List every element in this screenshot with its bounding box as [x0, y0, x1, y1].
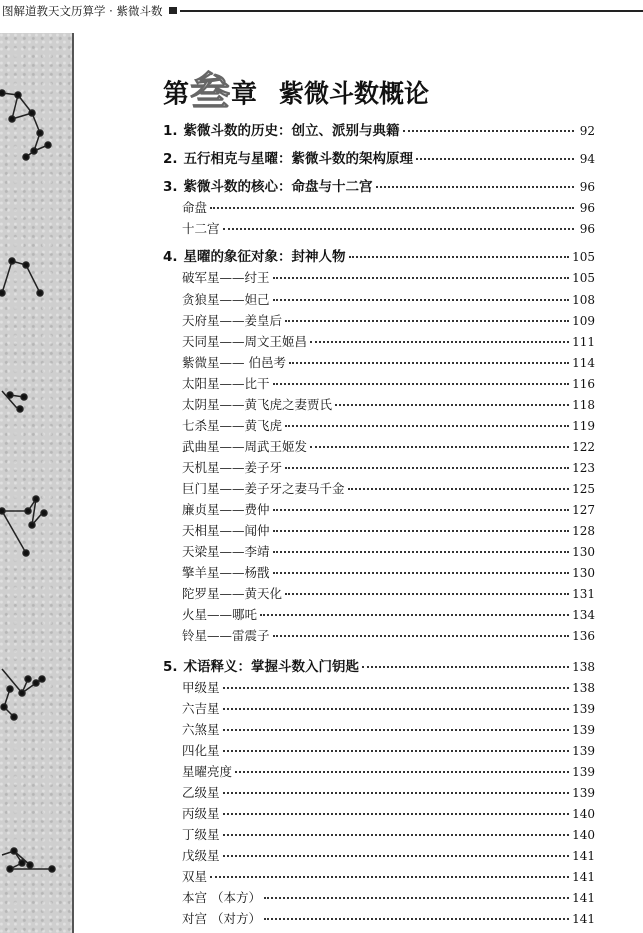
toc-entry-title: 星曜亮度 — [182, 764, 233, 779]
toc-entry-title: 七杀星——黄飞虎 — [182, 418, 283, 433]
leader-dots — [264, 897, 569, 899]
toc-section[interactable] — [163, 119, 595, 139]
toc-page-number: 127 — [572, 503, 595, 517]
toc-entry[interactable] — [182, 584, 595, 602]
leader-dots — [273, 383, 570, 385]
toc-page-number: 139 — [572, 765, 595, 779]
toc-section[interactable] — [163, 147, 595, 167]
toc-entry[interactable] — [182, 290, 595, 308]
toc-entry-title: 甲级星 — [182, 680, 220, 695]
toc-page-number: 119 — [572, 419, 595, 433]
toc-page-number: 105 — [572, 250, 595, 264]
toc-page-number: 141 — [572, 912, 595, 926]
toc-entry-title: 戊级星 — [182, 848, 220, 863]
toc-entry[interactable] — [182, 542, 595, 560]
leader-dots — [223, 750, 570, 752]
toc-page-number: 96 — [579, 222, 595, 236]
toc-page-number: 136 — [572, 629, 595, 643]
leader-dots — [349, 256, 570, 258]
leader-dots — [235, 771, 569, 773]
toc-entry[interactable] — [182, 783, 595, 801]
leader-dots — [210, 207, 574, 209]
toc-page-number: 94 — [579, 152, 595, 166]
toc-entry-title: 擎羊星——杨戬 — [182, 565, 270, 580]
toc-page-number: 138 — [572, 681, 595, 695]
leader-dots — [289, 362, 569, 364]
toc-page-number: 141 — [572, 849, 595, 863]
toc-entry-title: 命盘 — [182, 200, 208, 215]
toc-page-number: 96 — [579, 180, 595, 194]
toc-entry-title: 天机星——姜子牙 — [182, 460, 283, 475]
toc-entry-title: 巨门星——姜子牙之妻马千金 — [182, 481, 345, 496]
leader-dots — [223, 792, 570, 794]
toc-entry-title: 四化星 — [182, 743, 220, 758]
chapter-title: 紫微斗数概论 — [279, 79, 430, 108]
toc-page-number: 109 — [572, 314, 595, 328]
leader-dots — [273, 299, 570, 301]
toc-page-number: 123 — [572, 461, 595, 475]
toc-section-number: 1. — [163, 123, 178, 139]
leader-dots — [223, 855, 570, 857]
toc-section-number: 4. — [163, 249, 178, 265]
toc-section-title: 紫微斗数的核心：命盘与十二宫 — [183, 179, 373, 195]
toc-entry-title: 对宫 （对方） — [182, 911, 261, 926]
toc-entry[interactable] — [182, 605, 595, 623]
toc-entry-title: 天府星——姜皇后 — [182, 313, 283, 328]
toc-entry[interactable] — [182, 741, 595, 759]
toc-page-number: 114 — [572, 356, 595, 370]
leader-dots — [285, 320, 569, 322]
toc-page-number: 131 — [572, 587, 595, 601]
leader-dots — [348, 488, 570, 490]
toc-entry[interactable] — [182, 626, 595, 644]
toc-entry[interactable] — [182, 888, 595, 906]
toc-page-number: 122 — [572, 440, 595, 454]
toc-entry[interactable] — [182, 678, 595, 696]
toc-page-number: 92 — [579, 124, 595, 138]
toc-section-number: 5. — [163, 659, 178, 675]
toc-page-number: 141 — [572, 870, 595, 884]
toc-entry[interactable] — [182, 395, 595, 413]
toc-entry-title: 铃星——雷震子 — [182, 628, 270, 643]
toc-section[interactable] — [163, 245, 595, 265]
toc-section-number: 3. — [163, 179, 178, 195]
toc-page-number: 138 — [572, 660, 595, 674]
toc-section-title: 五行相克与星曜：紫微斗数的架构原理 — [183, 151, 414, 167]
toc-entry[interactable] — [182, 804, 595, 822]
toc-entry[interactable] — [182, 353, 595, 371]
toc-entry[interactable] — [182, 846, 595, 864]
toc-section-number: 2. — [163, 151, 178, 167]
toc-page-number: 130 — [572, 566, 595, 580]
toc-section-title: 术语释义：掌握斗数入门钥匙 — [183, 659, 360, 675]
toc-entry-title: 六吉星 — [182, 701, 220, 716]
toc-entry-title: 十二宫 — [182, 221, 220, 236]
toc-page-number: 140 — [572, 807, 595, 821]
toc-page-number: 128 — [572, 524, 595, 538]
leader-dots — [223, 729, 570, 731]
leader-dots — [273, 635, 570, 637]
toc-entry-title: 丙级星 — [182, 806, 220, 821]
toc-entry-title: 丁级星 — [182, 827, 220, 842]
chapter-prefix: 第 — [163, 79, 190, 110]
toc-entry[interactable] — [182, 699, 595, 717]
leader-dots — [264, 918, 569, 920]
toc-page-number: 140 — [572, 828, 595, 842]
leader-dots — [260, 614, 569, 616]
toc-entry[interactable] — [182, 374, 595, 392]
toc-entry-title: 六煞星 — [182, 722, 220, 737]
leader-dots — [223, 813, 570, 815]
toc-page-number: 96 — [579, 201, 595, 215]
leader-dots — [223, 708, 570, 710]
toc-page-number: 108 — [572, 293, 595, 307]
leader-dots — [273, 572, 570, 574]
toc-entry[interactable] — [182, 762, 595, 780]
toc-section-title: 星曜的象征对象：封神人物 — [183, 249, 346, 265]
toc-entry[interactable] — [182, 219, 595, 237]
chapter-number: 叁 — [190, 68, 231, 115]
leader-dots — [223, 834, 570, 836]
header-title: 图解道教天文历算学 · 紫微斗数 — [2, 4, 163, 18]
toc-page-number: 139 — [572, 744, 595, 758]
toc-entry[interactable] — [182, 416, 595, 434]
toc-entry[interactable] — [182, 332, 595, 350]
toc-section[interactable] — [163, 655, 595, 675]
toc-section[interactable] — [163, 175, 595, 195]
leader-dots — [285, 425, 569, 427]
leader-dots — [310, 341, 569, 343]
leader-dots — [362, 666, 569, 668]
toc-entry[interactable] — [182, 563, 595, 581]
toc-entry[interactable] — [182, 268, 595, 286]
chapter-suffix: 章 — [231, 79, 258, 110]
toc-page-number: 139 — [572, 723, 595, 737]
toc-entry[interactable] — [182, 825, 595, 843]
toc-entry-title: 火星——哪吒 — [182, 607, 258, 622]
toc-entry[interactable] — [182, 521, 595, 539]
leader-dots — [273, 277, 570, 279]
toc-entry-title: 天梁星——李靖 — [182, 544, 270, 559]
toc-entry-title: 陀罗星——黄天化 — [182, 586, 283, 601]
leader-dots — [223, 228, 574, 230]
toc-page-number: 141 — [572, 891, 595, 905]
toc-page-number: 116 — [572, 377, 595, 391]
toc-entry[interactable] — [182, 198, 595, 216]
leader-dots — [335, 404, 569, 406]
toc-page-number: 125 — [572, 482, 595, 496]
toc-entry[interactable] — [182, 437, 595, 455]
toc-page-number: 105 — [572, 271, 595, 285]
toc-entry-title: 天同星——周文王姬昌 — [182, 334, 308, 349]
leader-dots — [403, 130, 574, 132]
toc-entry[interactable] — [182, 909, 595, 927]
toc-entry-title: 太阴星——黄飞虎之妻贾氏 — [182, 397, 333, 412]
leader-dots — [273, 551, 570, 553]
leader-dots — [210, 876, 569, 878]
toc-entry[interactable] — [182, 479, 595, 497]
toc-entry-title: 天相星——闻仲 — [182, 523, 270, 538]
leader-dots — [223, 687, 570, 689]
toc-entry[interactable] — [182, 720, 595, 738]
leader-dots — [285, 593, 569, 595]
toc-page-number: 111 — [572, 335, 595, 349]
leader-dots — [310, 446, 569, 448]
toc-entry-title: 紫微星—— 伯邑考 — [182, 355, 286, 370]
leader-dots — [273, 530, 570, 532]
toc-entry-title: 乙级星 — [182, 785, 220, 800]
toc-section-title: 紫微斗数的历史：创立、派别与典籍 — [183, 123, 400, 139]
leader-dots — [376, 186, 574, 188]
toc-entry-title: 本宫 （本方） — [182, 890, 261, 905]
leader-dots — [416, 158, 574, 160]
toc-entry-title: 太阳星——比干 — [182, 376, 270, 391]
toc-page-number: 139 — [572, 786, 595, 800]
toc-entry[interactable] — [182, 311, 595, 329]
toc-page-number: 118 — [572, 398, 595, 412]
toc-entry-title: 廉贞星——费仲 — [182, 502, 270, 517]
toc-entry-title: 双星 — [182, 869, 208, 884]
toc-page-number: 134 — [572, 608, 595, 622]
toc-entry[interactable] — [182, 458, 595, 476]
toc-page-number: 130 — [572, 545, 595, 559]
leader-dots — [285, 467, 569, 469]
toc-entry[interactable] — [182, 500, 595, 518]
toc-page-number: 139 — [572, 702, 595, 716]
leader-dots — [273, 509, 570, 511]
toc-entry-title: 破军星——纣王 — [182, 270, 270, 285]
toc-entry-title: 贪狼星——妲己 — [182, 292, 270, 307]
toc-entry[interactable] — [182, 867, 595, 885]
toc-entry-title: 武曲星——周武王姬发 — [182, 439, 308, 454]
